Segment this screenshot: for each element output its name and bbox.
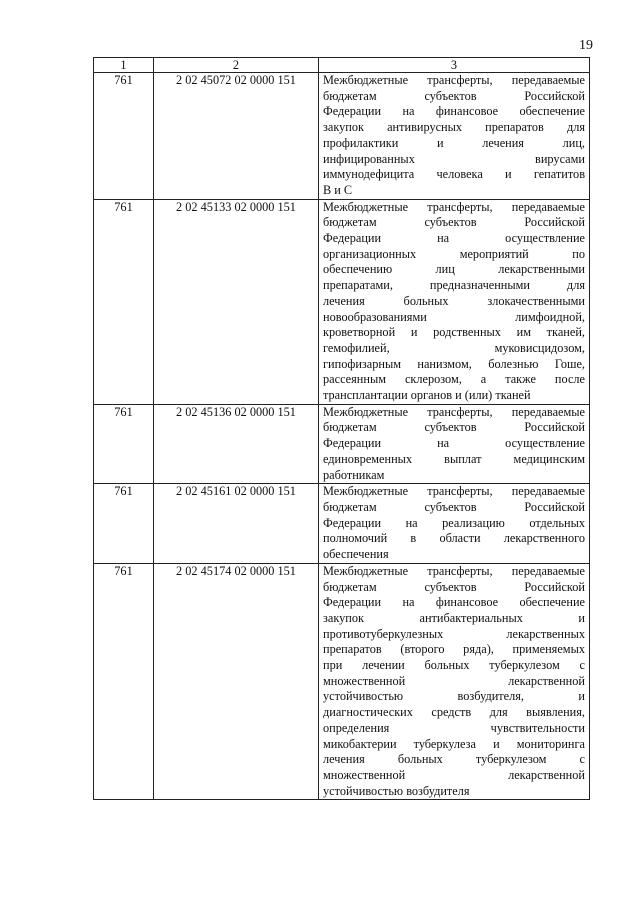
description-line: обеспечения [323, 547, 389, 562]
page-number: 19 [579, 38, 593, 53]
budget-classification-code-cell: 2 02 45136 02 0000 151 [154, 404, 319, 484]
description-line: работникам [323, 467, 385, 482]
description-line: организационных мероприятий по [323, 246, 585, 261]
description-line: Федерации на финансовое обеспечение [323, 595, 585, 610]
description-line: кроветворной и родственных им тканей, [323, 325, 585, 340]
budget-classification-code-cell: 2 02 45174 02 0000 151 [154, 563, 319, 800]
budget-code-table [93, 57, 590, 800]
description-line: лечения больных злокачественными [323, 293, 585, 308]
description-line: полномочий в области лекарственного [323, 531, 585, 546]
description-line: обеспечению лиц лекарственными [323, 262, 585, 277]
description-line: закупок антибактериальных и [323, 610, 585, 625]
column-number-1: 1 [94, 58, 154, 73]
description-line: рассеянным склерозом, а также после [323, 372, 585, 387]
budget-classification-code-cell: 2 02 45161 02 0000 151 [154, 484, 319, 564]
admin-code-cell: 761 [94, 73, 154, 200]
column-number-3: 3 [319, 58, 590, 73]
description-line: препаратов (второго ряда), применяемых [323, 642, 585, 657]
budget-classification-code-cell: 2 02 45133 02 0000 151 [154, 199, 319, 404]
admin-code-cell: 761 [94, 404, 154, 484]
income-description-cell [319, 404, 590, 484]
description-line: единовременных выплат медицинским [323, 451, 585, 466]
description-line: Федерации на осуществление [323, 436, 585, 451]
description-line: профилактики и лечения лиц, [323, 135, 585, 150]
description-line: бюджетам субъектов Российской [323, 579, 585, 594]
description-line: бюджетам субъектов Российской [323, 420, 585, 435]
description-line: закупок антивирусных препаратов для [323, 120, 585, 135]
description-line: при лечении больных туберкулезом с [323, 658, 585, 673]
description-line: гипофизарным нанизмом, болезнью Гоше, [323, 356, 585, 371]
budget-classification-code-cell: 2 02 45072 02 0000 151 [154, 73, 319, 200]
description-line: Межбюджетные трансферты, передаваемые [323, 73, 585, 87]
admin-code-cell: 761 [94, 563, 154, 800]
description-line: множественной лекарственной [323, 673, 585, 688]
description-line: устойчивостью возбудителя [323, 783, 470, 798]
description-line: трансплантации органов и (или) тканей [323, 388, 531, 403]
description-line: противотуберкулезных лекарственных [323, 626, 585, 641]
description-line: Межбюджетные трансферты, передаваемые [323, 199, 585, 214]
description-line: устойчивостью возбудителя, и [323, 689, 585, 704]
description-line: микобактерии туберкулеза и мониторинга [323, 736, 585, 751]
description-line: лечения больных туберкулезом с [323, 752, 585, 767]
income-description-cell [319, 199, 590, 404]
description-line: Федерации на осуществление [323, 231, 585, 246]
description-line: В и С [323, 182, 353, 197]
description-line: бюджетам субъектов Российской [323, 88, 585, 103]
table-row [94, 199, 590, 404]
description-line: бюджетам субъектов Российской [323, 499, 585, 514]
income-description-cell [319, 484, 590, 564]
description-line: диагностических средств для выявления, [323, 705, 585, 720]
description-line: множественной лекарственной [323, 767, 585, 782]
description-line: Федерации на реализацию отдельных [323, 515, 585, 530]
description-line: Межбюджетные трансферты, передаваемые [323, 563, 585, 578]
description-line: определения чувствительности [323, 720, 585, 735]
table-row [94, 563, 590, 800]
description-line: препаратами, предназначенными для [323, 278, 585, 293]
column-number-row [94, 58, 590, 73]
table-row [94, 73, 590, 200]
description-line: иммунодефицита человека и гепатитов [323, 167, 585, 182]
table-row [94, 484, 590, 564]
table-row [94, 404, 590, 484]
column-number-2: 2 [154, 58, 319, 73]
description-line: инфицированных вирусами [323, 151, 585, 166]
admin-code-cell: 761 [94, 199, 154, 404]
income-description-cell [319, 563, 590, 800]
income-description-cell [319, 73, 590, 200]
admin-code-cell: 761 [94, 484, 154, 564]
description-line: Федерации на финансовое обеспечение [323, 104, 585, 119]
description-line: бюджетам субъектов Российской [323, 215, 585, 230]
description-line: Межбюджетные трансферты, передаваемые [323, 404, 585, 419]
description-line: Межбюджетные трансферты, передаваемые [323, 484, 585, 499]
description-line: новообразованиями лимфоидной, [323, 309, 585, 324]
description-line: гемофилией, муковисцидозом, [323, 340, 585, 355]
